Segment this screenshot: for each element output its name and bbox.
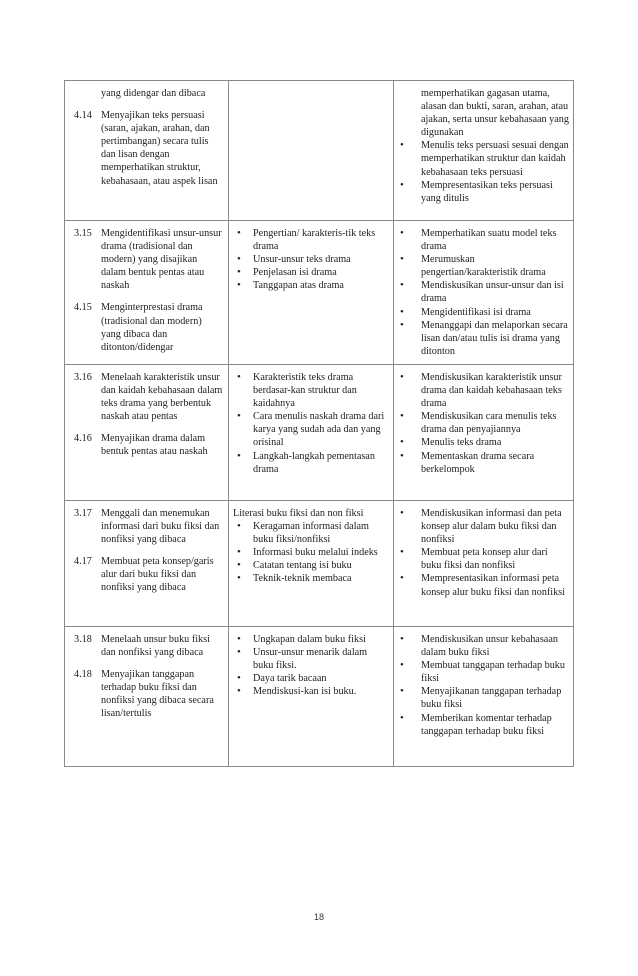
kd-entry [68,507,224,546]
table-row [65,365,574,501]
kegiatan-bullet-item: • Mendiskusikan unsur kebahasaan dalam buku fiksi [397,633,569,659]
materi-cell [229,501,394,627]
materi-bullet-item: • Karakteristik teks drama berdasar-kan struktur dan kaidahnya [232,371,389,410]
materi-cell [229,221,394,365]
page-number: 18 [313,912,324,922]
kompetensi-dasar-cell [65,221,229,365]
kegiatan-bullet-item: • Merumuskan pengertian/karakteristik drama [397,253,569,279]
table-body [65,81,574,767]
kd-text: Mengidentifikasi unsur-unsur drama (tradisional dan modern) yang disajikan dalam bentuk pentas atau naskah [101,228,222,292]
kd-code: 3.17 [74,508,92,519]
kegiatan-bullet-item: • Mempresentasikan informasi peta konsep alur buku fiksi dan nonfiksi [397,572,569,598]
kegiatan-bullet-item: • Mempresentasikan teks persuasi yang ditulis [397,179,569,205]
kompetensi-dasar-cell [65,365,229,501]
kegiatan-bullet-item: • Mendiskusikan karakteristik unsur drama dan kaidah kebahasaan teks drama [397,371,569,410]
materi-cell [229,627,394,767]
kd-text: Menggali dan menemukan informasi dari buku fiksi dan nonfiksi yang dibaca [101,508,220,546]
kompetensi-dasar-cell [65,501,229,627]
kd-text: Menyajikan tanggapan terhadap buku fiksi dan nonfiksi yang dibaca secara lisan/tertulis [101,669,214,720]
materi-bullet-item: • Daya tarik bacaan [232,672,389,685]
table-row [65,221,574,365]
kegiatan-cell [394,627,574,767]
materi-bullet-item: • Keragaman informasi dalam buku fiksi/nonfiksi [232,520,389,546]
kd-entry [68,555,224,594]
table-row [65,81,574,221]
kd-code: 3.16 [74,372,92,383]
kd-code: 4.15 [74,302,92,314]
materi-bullet-item: • Teknik-teknik membaca [232,572,389,585]
materi-bullet-item: • Catatan tentang isi buku [232,559,389,572]
kd-text: Menelaah unsur buku fiksi dan nonfiksi yang dibaca [101,634,210,659]
kd-code: 3.18 [74,634,92,645]
kd-text: Menyajikan drama dalam bentuk pentas atau naskah [101,433,208,458]
materi-cell [229,81,394,221]
materi-bullet-item: • Ungkapan dalam buku fiksi [232,633,389,646]
kegiatan-bullet-item: • Memberikan komentar terhadap tanggapan terhadap buku fiksi [397,712,569,738]
table-row [65,501,574,627]
kegiatan-bullet-item: • Mendiskusikan cara menulis teks drama dan penyajiannya [397,410,569,436]
kegiatan-bullet-item: • Membuat tanggapan terhadap buku fiksi [397,659,569,685]
kd-entry [68,633,224,659]
materi-heading: Literasi buku fiksi dan non fiksi [233,508,364,519]
kd-text: Menyajikan teks persuasi (saran, ajakan, arahan, dan pertimbangan) secara tulis dan lisan dengan memperhatikan struktur, kebahasaan, atau aspek lisan [101,110,218,187]
kd-code: 3.15 [74,228,92,239]
materi-bullet-item: • Mendiskusi-kan isi buku. [232,685,389,698]
kegiatan-bullet-item: • Menanggapi dan melaporkan secara lisan dan/atau tulis isi drama yang ditonton [397,319,569,358]
kegiatan-cell [394,501,574,627]
materi-bullet-item: • Unsur-unsur teks drama [232,253,389,266]
kegiatan-bullet-item: • Mendiskusikan informasi dan peta konsep alur dalam buku fiksi dan nonfiksi [397,507,569,546]
kd-text: yang didengar dan dibaca [101,88,206,99]
kd-code [68,87,101,100]
materi-bullet-item: • Pengertian/ karakteris-tik teks drama [232,227,389,253]
materi-bullet-item: • Tanggapan atas drama [232,279,389,292]
kd-entry [68,371,224,423]
kd-entry [68,87,224,100]
kegiatan-cell [394,221,574,365]
materi-bullet-item: • Cara menulis naskah drama dari karya yang sudah ada dan yang orisinal [232,410,389,449]
kegiatan-bullet-item: • Mendiskusikan unsur-unsur dan isi drama [397,279,569,305]
kd-code: 4.16 [74,433,92,445]
materi-bullet-item: • Unsur-unsur menarik dalam buku fiksi. [232,646,389,672]
kegiatan-cell [394,81,574,221]
kegiatan-bullet-item: • Menyajikanan tanggapan terhadap buku fiksi [397,685,569,711]
kegiatan-bullet-item: • Mementaskan drama secara berkelompok [397,450,569,476]
kd-code: 4.14 [74,110,92,122]
kd-text: Menginterprestasi drama (tradisional dan modern) yang dibaca dan ditonton/didengar [101,302,203,353]
kegiatan-bullet-item: • Memperhatikan suatu model teks drama [397,227,569,253]
kegiatan-bullet-item: • Menulis teks persuasi sesuai dengan memperhatikan struktur dan kaidah kebahasaan teks persuasi [397,139,569,178]
materi-bullet-item: • Informasi buku melalui indeks [232,546,389,559]
kompetensi-dasar-cell [65,627,229,767]
materi-bullet-item: • Penjelasan isi drama [232,266,389,279]
kd-entry [68,432,224,458]
kd-entry [68,227,224,292]
kegiatan-bullet-item: • Mengidentifikasi isi drama [397,306,569,319]
kd-code: 4.18 [74,669,92,681]
kegiatan-continuation: memperhatikan gagasan utama, alasan dan bukti, saran, arahan, atau ajakan, serta unsur kebahasaan yang digunakan [421,88,569,139]
kd-code: 4.17 [74,556,92,568]
kd-entry [68,668,224,720]
materi-bullet-item: • Langkah-langkah pementasan drama [232,450,389,476]
kegiatan-bullet-item: • Membuat peta konsep alur dari buku fiksi dan nonfiksi [397,546,569,572]
kd-entry [68,301,224,353]
curriculum-table [64,80,574,767]
kegiatan-bullet-item: • Menulis teks drama [397,436,569,449]
kd-text: Membuat peta konsep/garis alur dari buku fiksi dan nonfiksi yang dibaca [101,556,214,594]
materi-cell [229,365,394,501]
kegiatan-cell [394,365,574,501]
kd-entry [68,109,224,188]
kd-text: Menelaah karakteristik unsur dan kaidah kebahasaan dalam teks drama yang berbentuk naskah atau pentas [101,372,223,423]
kompetensi-dasar-cell [65,81,229,221]
table-row [65,627,574,767]
